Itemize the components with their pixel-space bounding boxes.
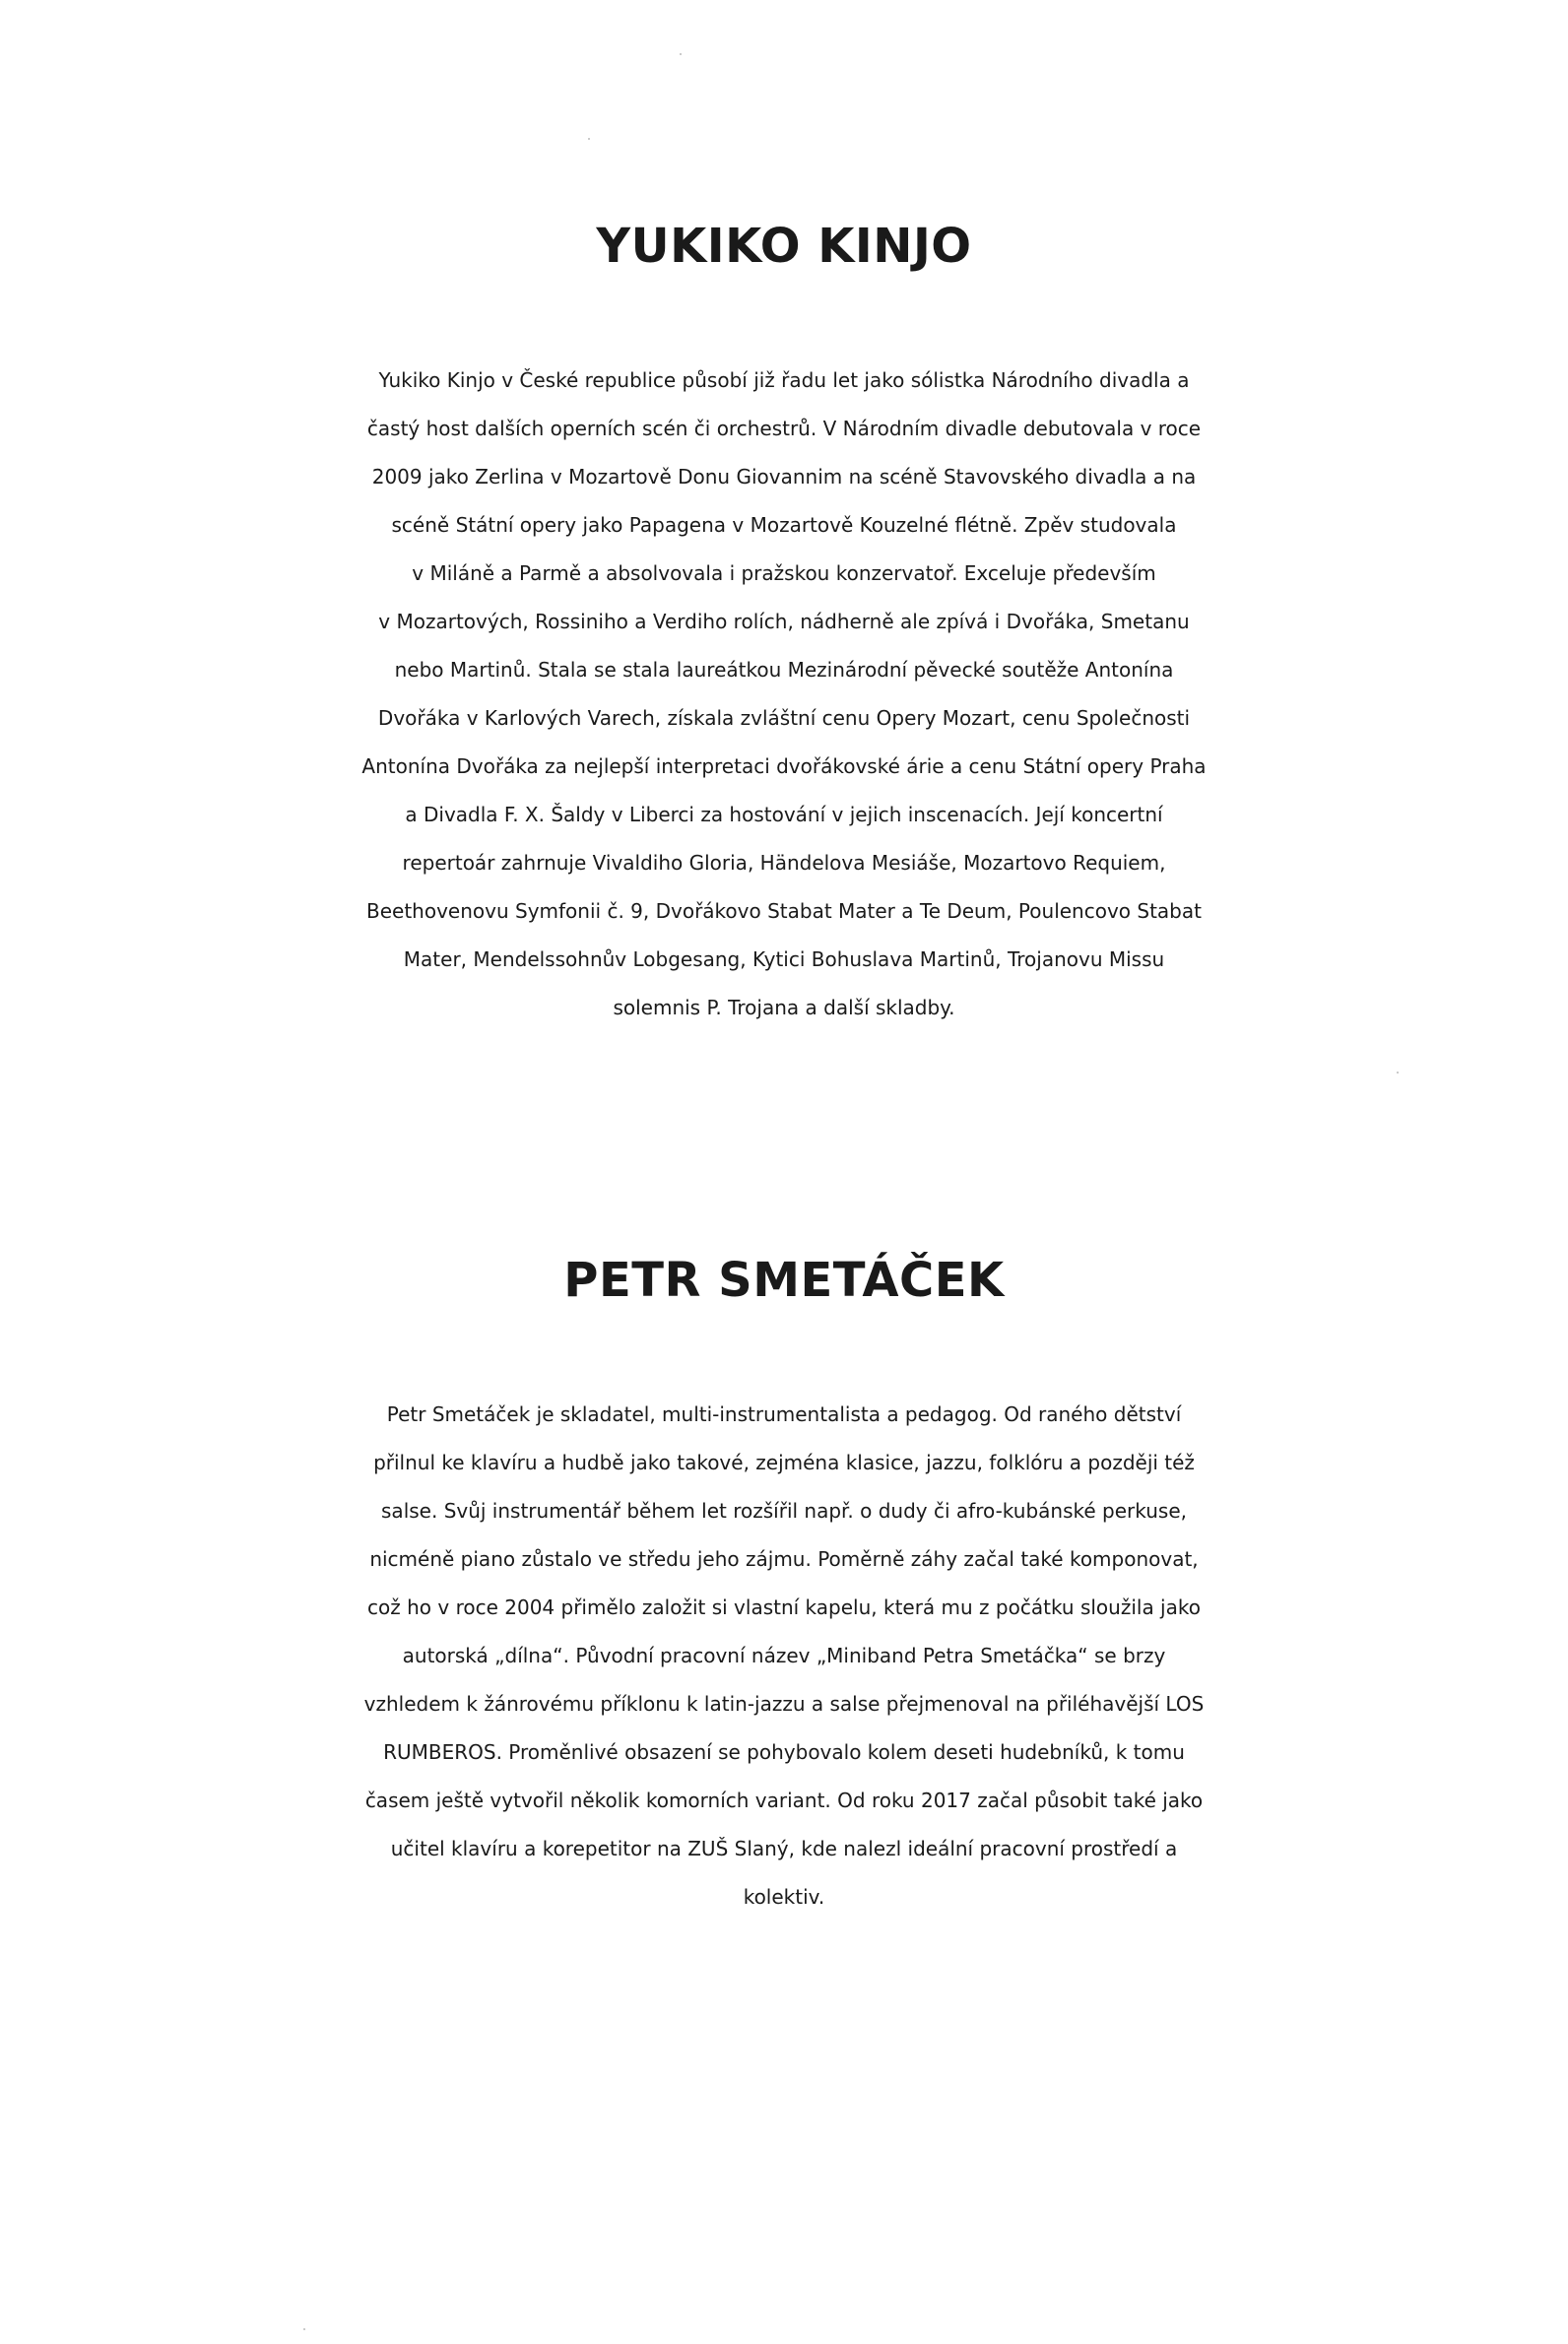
scan-speck bbox=[588, 138, 590, 140]
text-line: vzhledem k žánrovému příklonu k latin-jazzu a salse přejmenoval na přiléhavější LOS bbox=[363, 1692, 1205, 1716]
text-line: Beethovenovu Symfonii č. 9, Dvořákovo Stabat Mater a Te Deum, Poulencovo Stabat bbox=[366, 899, 1202, 923]
section-heading: YUKIKO KINJO bbox=[596, 219, 972, 274]
text-line: nicméně piano zůstalo ve středu jeho zájmu. Poměrně záhy začal také komponovat, bbox=[369, 1547, 1199, 1571]
text-line: autorská „dílna“. Původní pracovní název „Miniband Petra Smetáčka“ se brzy bbox=[402, 1644, 1166, 1667]
text-line: přilnul ke klavíru a hudbě jako takové, zejména klasice, jazzu, folklóru a později též bbox=[373, 1451, 1195, 1474]
text-line: RUMBEROS. Proměnlivé obsazení se pohybovalo kolem deseti hudebníků, k tomu bbox=[383, 1740, 1185, 1764]
section-petr-smetacek bbox=[0, 1251, 1568, 1921]
section-body bbox=[0, 357, 1568, 1032]
section-body bbox=[0, 1391, 1568, 1921]
scan-speck bbox=[1397, 1072, 1399, 1074]
text-line: repertoár zahrnuje Vivaldiho Gloria, Händelova Mesiáše, Mozartovo Requiem, bbox=[402, 851, 1166, 875]
text-line: učitel klavíru a korepetitor na ZUŠ Slaný, kde nalezl ideální pracovní prostředí a bbox=[390, 1837, 1178, 1860]
text-line: časem ještě vytvořil několik komorních variant. Od roku 2017 začal působit také jako bbox=[364, 1789, 1204, 1812]
text-line: solemnis P. Trojana a další skladby. bbox=[613, 996, 955, 1019]
text-line: Petr Smetáček je skladatel, multi-instrumentalista a pedagog. Od raného dětství bbox=[386, 1402, 1182, 1426]
text-line: Dvořáka v Karlových Varech, získala zvláštní cenu Opery Mozart, cenu Společnosti bbox=[377, 706, 1191, 730]
text-line: scéně Státní opery jako Papagena v Mozartově Kouzelné flétně. Zpěv studovala bbox=[391, 513, 1177, 537]
text-line: v Mozartových, Rossiniho a Verdiho rolích, nádherně ale zpívá i Dvořáka, Smetanu bbox=[378, 610, 1190, 633]
text-line: což ho v roce 2004 přimělo založit si vlastní kapelu, která mu z počátku sloužila jako bbox=[367, 1595, 1201, 1619]
section-yukiko-kinjo bbox=[0, 217, 1568, 1032]
scan-speck bbox=[680, 53, 682, 55]
text-line: 2009 jako Zerlina v Mozartově Donu Giovannim na scéně Stavovského divadla a na bbox=[371, 465, 1197, 488]
text-line: kolektiv. bbox=[743, 1885, 825, 1909]
text-line: Yukiko Kinjo v České republice působí již řadu let jako sólistka Národního divadla a bbox=[378, 368, 1190, 392]
text-line: v Miláně a Parmě a absolvovala i pražskou konzervatoř. Exceluje především bbox=[412, 561, 1156, 585]
text-line: Mater, Mendelssohnův Lobgesang, Kytici Bohuslava Martinů, Trojanovu Missu bbox=[403, 947, 1165, 971]
text-line: častý host dalších operních scén či orchestrů. V Národním divadle debutovala v roce bbox=[366, 417, 1202, 440]
text-line: salse. Svůj instrumentář během let rozšířil např. o dudy či afro-kubánské perkuse, bbox=[381, 1499, 1187, 1523]
section-heading: PETR SMETÁČEK bbox=[563, 1253, 1005, 1308]
text-line: nebo Martinů. Stala se stala laureátkou Mezinárodní pěvecké soutěže Antonína bbox=[394, 658, 1174, 682]
scan-speck bbox=[303, 2328, 305, 2330]
text-line: Antonína Dvořáka za nejlepší interpretaci dvořákovské árie a cenu Státní opery Praha bbox=[361, 754, 1207, 778]
text-line: a Divadla F. X. Šaldy v Liberci za hostování v jejich inscenacích. Její koncertní bbox=[405, 803, 1163, 826]
